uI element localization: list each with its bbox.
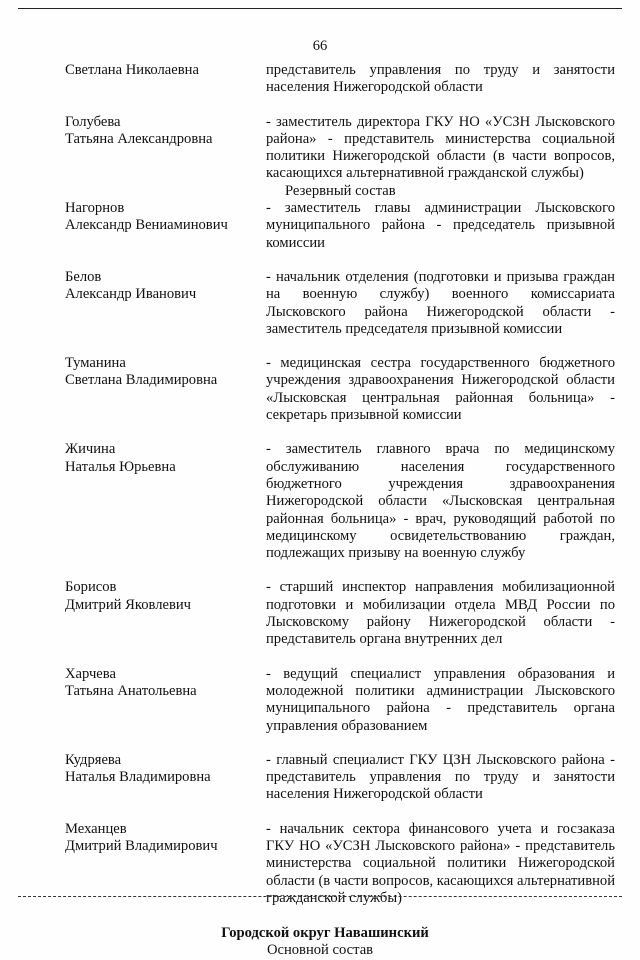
members-list-reserve — [65, 200, 615, 907]
member-role: - заместитель главного врача по медицинскому обслуживанию населения государственного бюджетного учреждения здравоохранения Нижегородской области «Лысковская центральная районная больница» - врач, руководящий работой по медицинскому освидетельствованию граждан, подлежащих призыву на военную службу — [266, 441, 615, 562]
member-role: - главный специалист ГКУ ЦЗН Лысковского района - представитель управления по труду и занятости населения Нижегородской области — [266, 751, 615, 803]
member-name-line: Светлана Владимировна — [65, 372, 218, 389]
member-row — [65, 114, 615, 183]
page-number: 66 — [312, 38, 328, 54]
member-name-line: Светлана Николаевна — [65, 62, 199, 78]
member-row — [65, 579, 615, 648]
member-name-line: Наталья Владимировна — [65, 769, 211, 786]
member-row — [65, 355, 615, 424]
member-name-line: Наталья Юрьевна — [65, 458, 176, 475]
member-row — [65, 62, 615, 97]
member-name-line: Татьяна Анатольевна — [65, 682, 197, 699]
section-title: Городской округ Навашинский — [221, 925, 429, 942]
member-row — [65, 666, 615, 735]
member-row — [65, 752, 615, 804]
section-subtitle: Основной состав — [266, 942, 374, 959]
member-name-line: Туманина — [65, 355, 126, 372]
member-name-line: Александр Вениаминович — [65, 217, 228, 234]
member-role: - заместитель главы администрации Лысковского муниципального района - председатель призывной комиссии — [266, 200, 615, 251]
members-list-main — [65, 62, 615, 183]
top-border — [18, 8, 622, 9]
bottom-border — [18, 896, 622, 897]
member-name — [65, 355, 266, 424]
member-name — [65, 200, 266, 252]
member-role: - начальник отделения (подготовки и призыва граждан на военную службу) военного комиссариата Лысковского района Нижегородской области - заместитель председателя призывной комиссии — [266, 268, 615, 337]
member-name — [65, 821, 266, 907]
member-name-line: Механцев — [65, 820, 127, 837]
member-name-line: Белов — [65, 268, 102, 285]
member-name-line: Кудряева — [65, 751, 122, 768]
member-name-line: Дмитрий Владимирович — [65, 837, 218, 854]
member-name — [65, 114, 266, 183]
document-body — [65, 62, 615, 960]
member-name-line: Дмитрий Яковлевич — [65, 596, 191, 613]
member-name — [65, 666, 266, 735]
member-role: - заместитель директора ГКУ НО «УСЗН Лысковского района» - представитель министерства социальной политики Нижегородской области (в части вопросов, касающихся альтернативной гражданской службы) — [266, 113, 615, 182]
member-row — [65, 200, 615, 252]
member-name-line: Жичина — [65, 441, 116, 458]
member-name — [65, 62, 266, 97]
member-role: - старший инспектор направления мобилизационной подготовки и мобилизации отдела МВД России по Лысковскому району Нижегородской области - представитель органа внутренних дел — [266, 579, 615, 648]
member-role: - ведущий специалист управления образования и молодежной политики администрации Лысковского муниципального района - представитель органа управления образованием — [266, 665, 615, 734]
member-name-line: Татьяна Александровна — [65, 130, 213, 147]
member-name-line: Голубева — [65, 113, 121, 130]
member-role: - начальник сектора финансового учета и госзаказа ГКУ НО «УСЗН Лысковского района» - представитель министерства социальной политики Нижегородской области (в части вопросов, касающихся альтернативной гражданской службы) — [266, 820, 615, 906]
member-role: представитель управления по труду и занятости населения Нижегородской области — [266, 62, 615, 96]
member-row — [65, 269, 615, 338]
reserve-heading: Резервный состав — [285, 182, 396, 199]
member-name-line: Харчева — [65, 665, 116, 682]
member-name-line: Александр Иванович — [65, 286, 197, 303]
member-row — [65, 441, 615, 562]
member-row — [65, 821, 615, 907]
member-name — [65, 441, 266, 562]
member-name — [65, 579, 266, 648]
member-name-line: Борисов — [65, 579, 117, 596]
member-role: - медицинская сестра государственного бюджетного учреждения здравоохранения Нижегородской области «Лысковская центральная районная больница» - секретарь призывной комиссии — [266, 355, 615, 424]
member-name-line: Нагорнов — [65, 200, 125, 217]
member-name — [65, 269, 266, 338]
member-name — [65, 752, 266, 804]
